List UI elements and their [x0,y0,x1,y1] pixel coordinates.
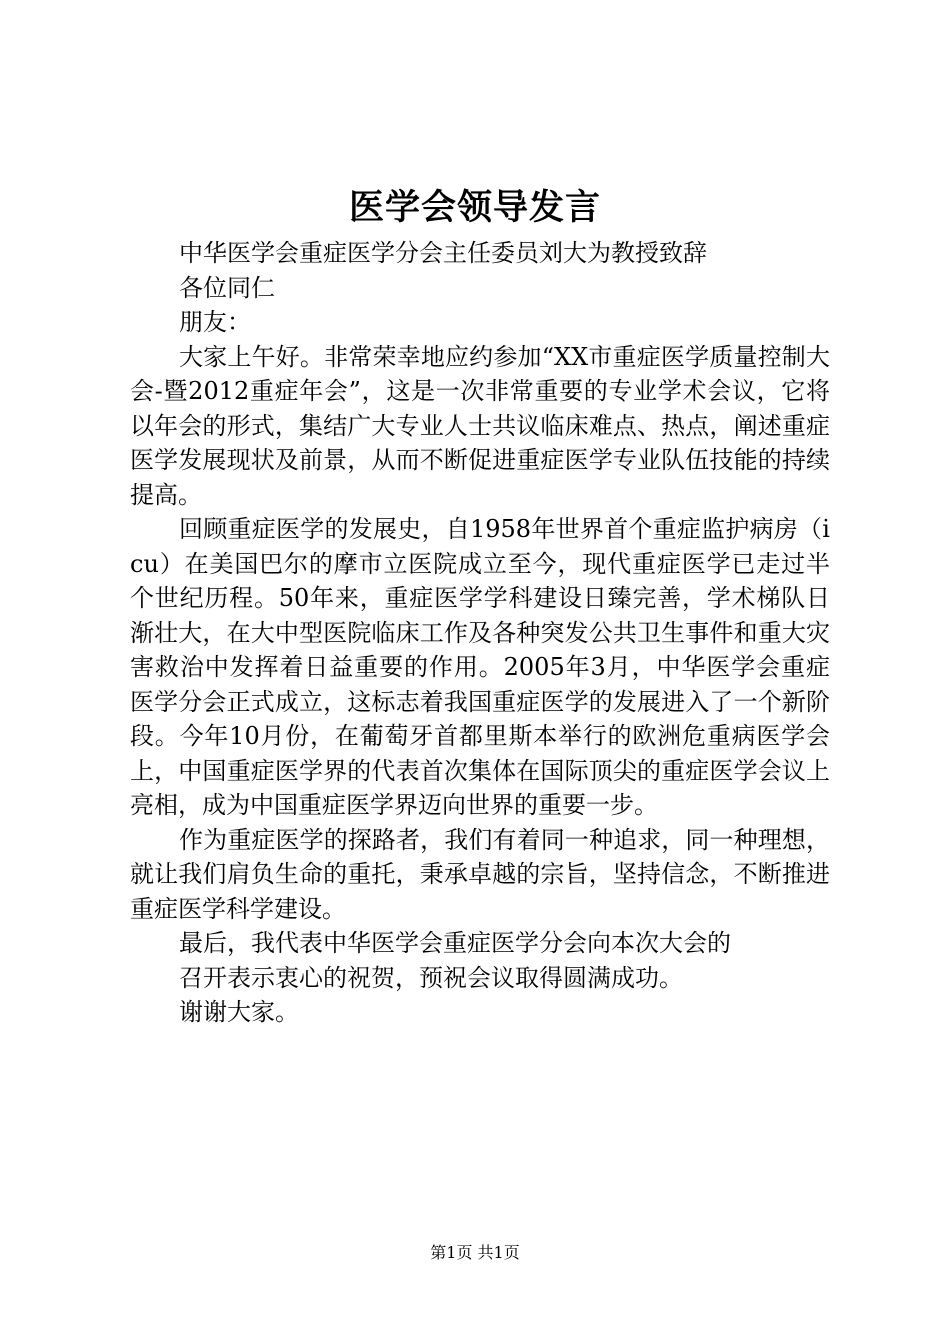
page-footer: 第1页 共1页 [430,1243,520,1262]
paragraph-pursuit: 作为重症医学的探路者，我们有着同一种追求，同一种理想，就让我们肩负生命的重托，秉承卓越的宗旨，坚持信念，不断推进重症医学科学建设。 [130,825,830,923]
paragraph-greeting: 大家上午好。非常荣幸地应约参加“XX市重症医学质量控制大会-暨2012重症年会”，这是一次非常重要的专业学术会议，它将以年会的形式，集结广大专业人士共议临床难点、热点，阐述重症医学发展现状及前景，从而不断促进重症医学专业队伍技能的持续提高。 [130,342,830,509]
salutation-line-1: 各位同仁 [179,273,275,302]
closing-line-2: 召开表示衷心的祝贺，预祝会议取得圆满成功。 [179,963,683,992]
paragraph-history: 回顾重症医学的发展史，自1958年世界首个重症监护病房（icu）在美国巴尔的摩市立医院成立至今，现代重症医学已走过半个世纪历程。50年来，重症医学学科建设日臻完善，学术梯队日渐壮大，在大中型医院临床工作及各种突发公共卫生事件和重大灾害救治中发挥着日益重要的作用。2005年3月，中华医学会重症医学分会正式成立，这标志着我国重症医学的发展进入了一个新阶段。今年10月份，在葡萄牙首都里斯本举行的欧洲危重病医学会上，中国重症医学界的代表首次集体在国际顶尖的重症医学会议上亮相，成为中国重症医学界迈向世界的重要一步。 [130,515,830,819]
closing-line-1: 最后，我代表中华医学会重症医学分会向本次大会的 [179,929,731,957]
speech-subtitle: 中华医学会重症医学分会主任委员刘大为教授致辞 [179,239,707,267]
salutation-line-2: 朋友： [179,308,251,336]
closing-thanks: 谢谢大家。 [179,998,299,1026]
document-title: 医学会领导发言 [348,187,601,228]
document-body [130,236,830,1030]
